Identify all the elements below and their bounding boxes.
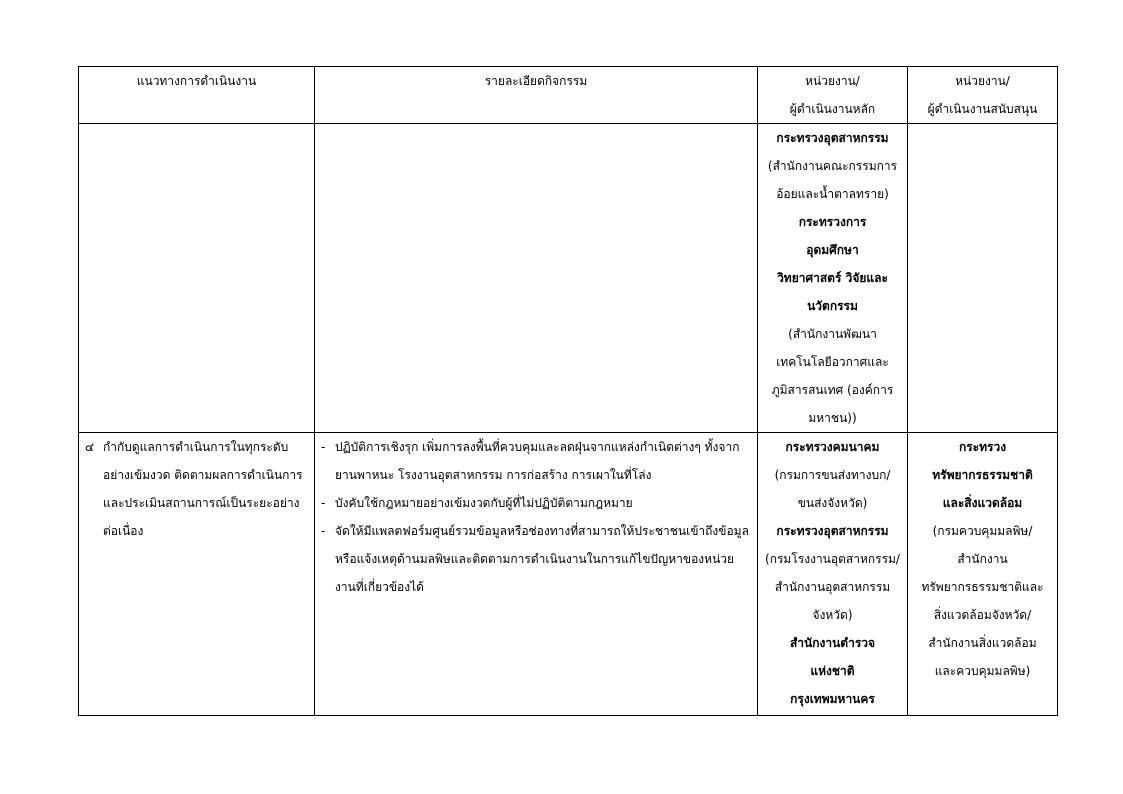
lead-agency-line: สำนักงานอุตสาหกรรม bbox=[774, 580, 891, 594]
guideline-cell bbox=[79, 433, 315, 716]
header-lead-agency bbox=[758, 67, 908, 124]
support-agency-line: และควบคุมมลพิษ) bbox=[934, 664, 1031, 678]
header-support-line1: หน่วยงาน/ bbox=[955, 74, 1010, 88]
lead-agency-line: กระทรวงการ bbox=[798, 215, 867, 229]
lead-agency-line: อุดมศึกษา bbox=[806, 243, 859, 257]
activity-cell bbox=[315, 433, 758, 716]
list-item bbox=[321, 489, 751, 517]
header-guideline-label: แนวทางการดำเนินงาน bbox=[136, 74, 257, 88]
lead-agency-line: อ้อยและน้ำตาลทราย) bbox=[776, 187, 889, 201]
header-lead-line1: หน่วยงาน/ bbox=[805, 74, 860, 88]
lead-agency-line: (กรมโรงงานอุตสาหกรรม/ bbox=[765, 552, 900, 566]
support-agency-line: ทรัพยากรธรรมชาติและ bbox=[921, 580, 1044, 594]
support-agency-line: และสิ่งแวดล้อม bbox=[942, 496, 1023, 510]
activity-text: ปฏิบัติการเชิงรุก เพิ่มการลงพื้นที่ควบคุมและลดฝุ่นจากแหล่งกำเนิดต่างๆ ทั้งจากยานพาหนะ โรงงานอุตสาหกรรม การก่อสร้าง การเผาในที่โล่ง bbox=[335, 440, 740, 482]
header-activity-details bbox=[315, 67, 758, 124]
guideline-cell bbox=[79, 124, 315, 433]
activity-text: บังคับใช้กฎหมายอย่างเข้มงวดกับผู้ที่ไม่ปฏิบัติตามกฎหมาย bbox=[335, 496, 633, 510]
activity-text: จัดให้มีแพลตฟอร์มศูนย์รวมข้อมูลหรือช่องทางที่สามารถให้ประชาชนเข้าถึงข้อมูลหรือแจ้งเหตุด้านมลพิษและติดตามการดำเนินงานในการแก้ไขปัญหาของหน่วยงานที่เกี่ยวข้องได้ bbox=[335, 524, 749, 594]
table-row bbox=[79, 433, 1058, 716]
lead-agency-line: เทคโนโลยีอวกาศและ bbox=[776, 355, 889, 369]
header-lead-line2: ผู้ดำเนินงานหลัก bbox=[789, 102, 876, 116]
activity-list bbox=[321, 433, 751, 601]
list-item bbox=[321, 433, 751, 489]
lead-agency-line: (สำนักงานคณะกรรมการ bbox=[767, 159, 898, 173]
lead-agency-line: กระทรวงอุตสาหกรรม bbox=[776, 524, 889, 538]
lead-agency-line: กรุงเทพมหานคร bbox=[790, 692, 875, 706]
lead-agency-line: (กรมการขนส่งทางบก/ bbox=[774, 468, 891, 482]
header-guideline bbox=[79, 67, 315, 124]
lead-agency-line: (สำนักงานพัฒนา bbox=[788, 327, 877, 341]
activity-marker: - bbox=[321, 524, 326, 538]
list-item bbox=[321, 517, 751, 601]
support-agency-line: สิ่งแวดล้อมจังหวัด/ bbox=[933, 608, 1032, 622]
lead-agency-line: จังหวัด) bbox=[812, 608, 853, 622]
table-header-row bbox=[79, 67, 1058, 124]
support-agency-line: สำนักงานสิ่งแวดล้อม bbox=[928, 636, 1037, 650]
lead-agency-line: วิทยาศาสตร์ วิจัยและ bbox=[777, 271, 888, 285]
activity-marker: - bbox=[321, 440, 326, 454]
lead-agency-cell bbox=[758, 124, 908, 433]
lead-agency-line: แห่งชาติ bbox=[810, 664, 855, 678]
support-agency-line: (กรมควบคุมมลพิษ/ bbox=[932, 524, 1033, 538]
lead-agency-line: ขนส่งจังหวัด) bbox=[797, 496, 868, 510]
support-agency-line: กระทรวง bbox=[958, 440, 1007, 454]
table-row bbox=[79, 124, 1058, 433]
header-activity-label: รายละเอียดกิจกรรม bbox=[484, 74, 588, 88]
support-agency-cell bbox=[908, 124, 1058, 433]
lead-agency-line: ภูมิสารสนเทศ (องค์การ bbox=[771, 383, 894, 397]
activity-marker: - bbox=[321, 496, 326, 510]
lead-agency-line: กระทรวงคมนาคม bbox=[785, 440, 880, 454]
lead-agency-line: กระทรวงอุตสาหกรรม bbox=[776, 131, 889, 145]
guideline-text: กำกับดูแลการดำเนินการในทุกระดับอย่างเข้มงวด ติดตามผลการดำเนินการและประเมินสถานการณ์เป็นระยะอย่างต่อเนื่อง bbox=[103, 440, 303, 538]
header-support-line2: ผู้ดำเนินงานสนับสนุน bbox=[927, 102, 1038, 116]
lead-agency-line: นวัตกรรม bbox=[807, 299, 858, 313]
lead-agency-line: มหาชน)) bbox=[808, 411, 857, 425]
guideline-number: ๔ bbox=[85, 440, 95, 454]
support-agency-line: สำนักงาน bbox=[957, 552, 1008, 566]
activity-cell bbox=[315, 124, 758, 433]
lead-agency-cell bbox=[758, 433, 908, 716]
activity-table bbox=[78, 66, 1058, 716]
support-agency-cell bbox=[908, 433, 1058, 716]
lead-agency-line: สำนักงานตำรวจ bbox=[789, 636, 876, 650]
header-support-agency bbox=[908, 67, 1058, 124]
support-agency-line: ทรัพยากรธรรมชาติ bbox=[932, 468, 1033, 482]
